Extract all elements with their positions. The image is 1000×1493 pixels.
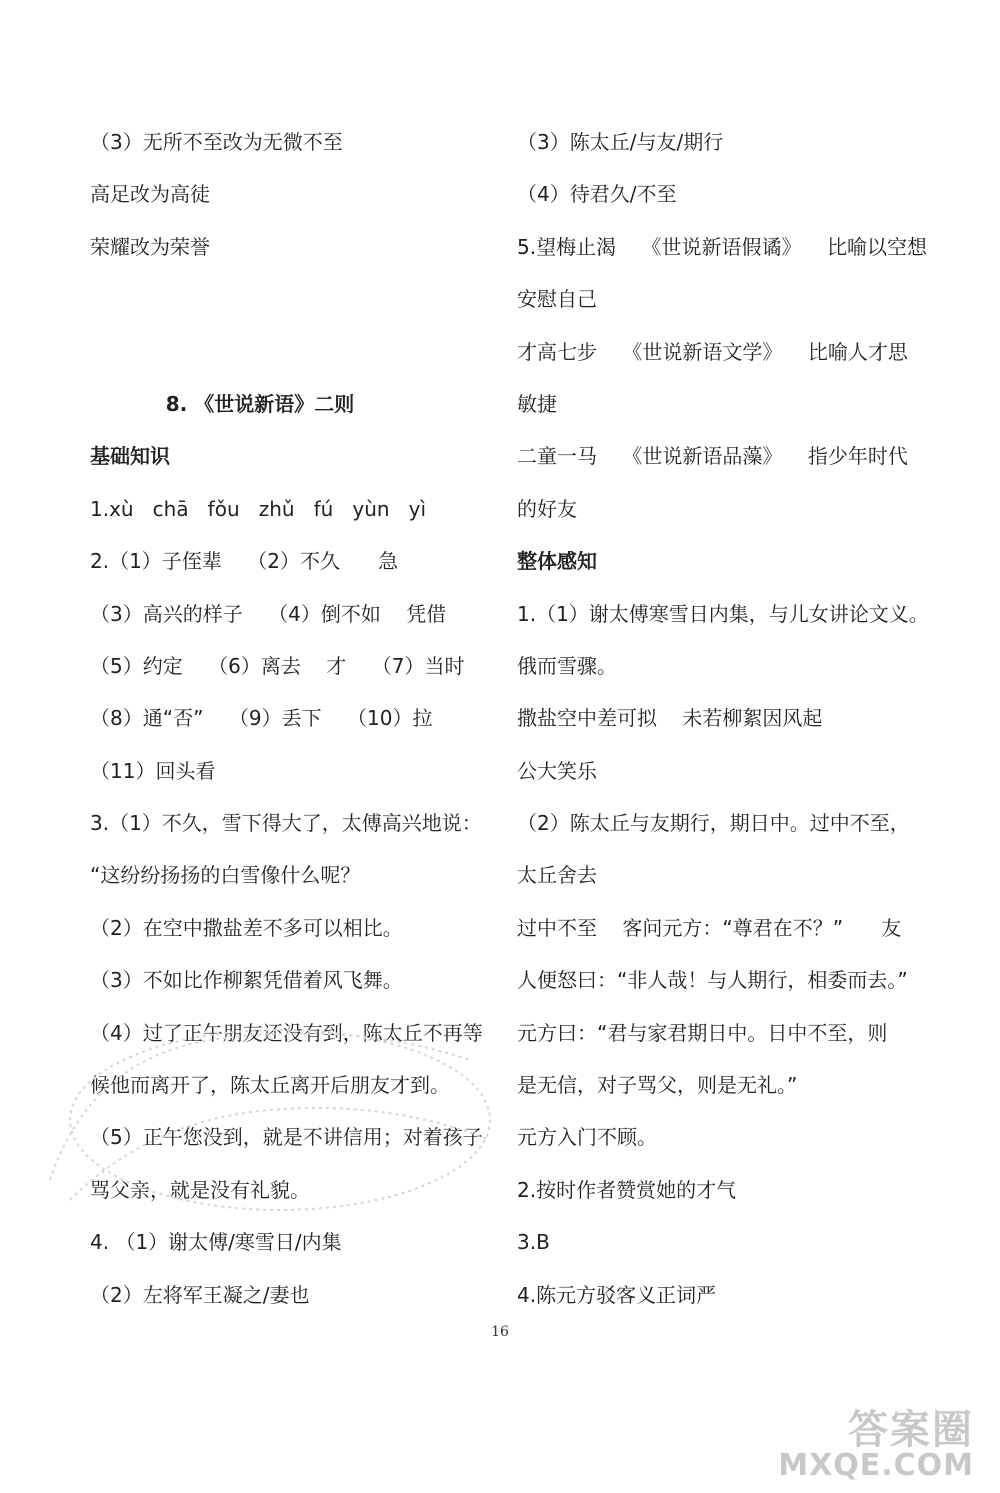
right-text-line: 敏捷: [517, 391, 557, 416]
left-text-line: 8. 《世说新语》二则: [165, 391, 355, 416]
left-text-line: （5）正午您没到，就是不讲信用；对着孩子: [90, 1125, 483, 1150]
left-text-line: 荣耀改为荣誉: [90, 234, 210, 259]
site-watermark: [732, 1398, 982, 1483]
right-text-line: （2）陈太丘与友期行，期日中。过中不至，: [517, 811, 910, 836]
faded-stamp-mark: [30, 1000, 510, 1230]
left-text-line: 候他而离开了，陈太丘离开后朋友才到。: [90, 1073, 450, 1098]
left-text-line: 基础知识: [90, 444, 170, 469]
left-text-line: （3）无所不至改为无微不至: [90, 130, 343, 154]
right-text-line: 人便怒曰：“非人哉！与人期行，相委而去。”: [517, 968, 908, 993]
right-text-line: 公大笑乐: [517, 758, 597, 783]
left-text-line: [90, 326, 490, 378]
watermark-url: MXQE.COM: [778, 1448, 974, 1483]
page-number: 16: [491, 1324, 509, 1340]
right-text-line: 1.（1）谢太傅寒雪日内集，与儿女讲论文义。: [517, 601, 929, 626]
right-text-line: （4）待君久/不至: [517, 182, 677, 207]
right-text-line: 5.望梅止渴 《世说新语假谲》 比喻以空想: [517, 234, 927, 259]
right-text-line: 2.按时作者赞赏她的才气: [517, 1177, 737, 1202]
right-text-line: 二童一马 《世说新语品藻》 指少年时代: [517, 444, 908, 469]
left-text-line: [90, 273, 490, 325]
right-text-line: 整体感知: [517, 549, 597, 574]
right-text-line: 的好友: [517, 496, 577, 521]
right-text-line: 安慰自己: [517, 287, 597, 312]
right-text-line: 才高七步 《世说新语文学》 比喻人才思: [517, 339, 908, 364]
left-text-line: 3.（1）不久，雪下得大了，太傅高兴地说：: [90, 811, 482, 836]
left-text-line: 2.（1）子侄辈 （2）不久 急: [90, 549, 399, 574]
left-text-line: （8）通“否” （9）丢下 （10）拉: [90, 706, 433, 731]
left-text-line: 高足改为高徒: [90, 182, 210, 207]
right-text-line: 太丘舍去: [517, 863, 597, 888]
left-text-line: （2）在空中撒盐差不多可以相比。: [90, 915, 403, 940]
right-text-line: 过中不至 客问元方：“尊君在不？” 友: [517, 915, 902, 940]
right-text-line: 4.陈元方驳客义正词严: [517, 1282, 717, 1307]
watermark-logo: 答案圈: [848, 1407, 974, 1453]
left-text-line: （4）过了正午朋友还没有到，陈太丘不再等: [90, 1020, 483, 1045]
left-text-line: 骂父亲，就是没有礼貌。: [90, 1177, 310, 1202]
right-text-line: 3.B: [517, 1230, 550, 1255]
right-text-line: 撒盐空中差可拟 未若柳絮因风起: [517, 706, 823, 731]
right-text-line: （3）陈太丘/与友/期行: [517, 130, 724, 154]
right-text-line: 俄而雪骤。: [517, 653, 617, 678]
right-column: [517, 116, 929, 1321]
left-text-line: 1.xù chā fǒu zhǔ fú yùn yì: [90, 496, 427, 521]
right-text-line: 元方曰：“君与家君期日中。日中不至，则: [517, 1020, 888, 1045]
left-text-line: （5）约定 （6）离去 才 （7）当时: [90, 653, 465, 678]
right-text-line: 是无信，对子骂父，则是无礼。”: [517, 1073, 798, 1098]
left-text-line: 4. （1）谢太傅/寒雪日/内集: [90, 1230, 342, 1255]
right-text-line: 元方入门不顾。: [517, 1125, 657, 1150]
left-text-line: （3）高兴的样子 （4）倒不如 凭借: [90, 601, 447, 626]
left-text-line: “这纷纷扬扬的白雪像什么呢？: [90, 863, 361, 888]
left-text-line: （2）左将军王凝之/妻也: [90, 1282, 310, 1307]
left-text-line: （3）不如比作柳絮凭借着风飞舞。: [90, 968, 403, 993]
left-text-line: （11）回头看: [90, 758, 216, 783]
